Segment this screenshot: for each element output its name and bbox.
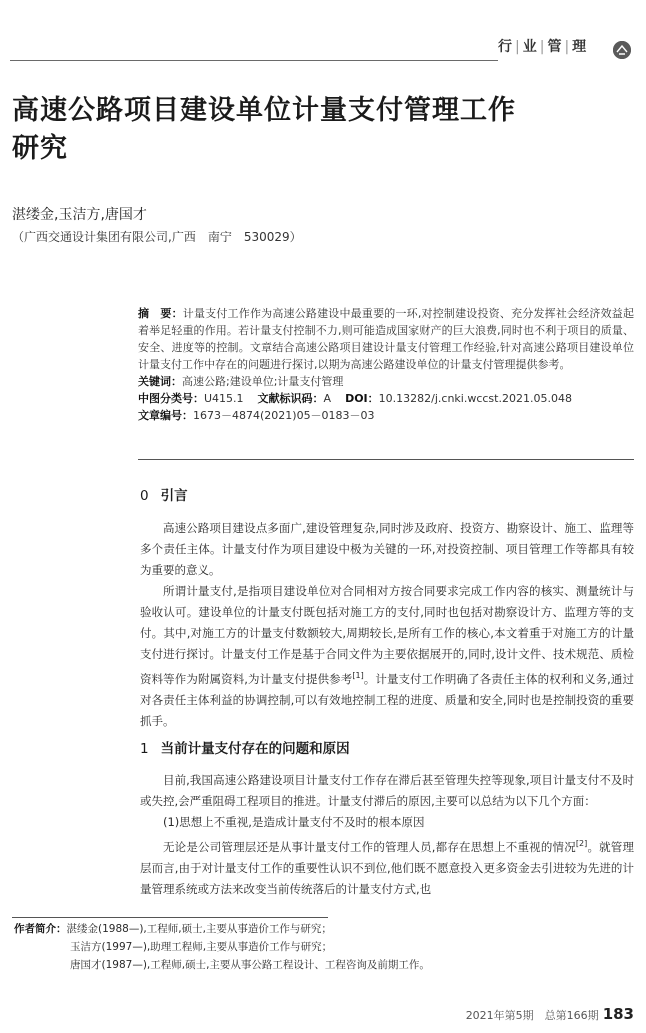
section-label: 行|业|管|理 bbox=[498, 39, 589, 55]
paragraph-text: 无论是公司管理层还是从事计量支付工作的管理人员,都存在思想上不重视的情况 bbox=[163, 839, 576, 854]
footnote-line-1 bbox=[14, 920, 332, 938]
paragraph: (1)思想上不重视,是造成计量支付不及时的根本原因 bbox=[163, 815, 425, 829]
section-heading-1 bbox=[140, 737, 350, 757]
footnote-rule bbox=[12, 917, 328, 918]
footnote-label: 作者简介： bbox=[14, 923, 67, 935]
abstract-text: 计量支付工作作为高速公路建设中最重要的一环,对控制建设投资、充分发挥社会经济效益起着举足轻重的作用。若计量支付控制不力,则可能造成国家财产的巨大浪费,同时也不利于项目的质量、安全、进度等的控制。文章结合高速公路项目建设计量支付管理工作经验,针对高速公路项目建设单位计量支付工作中存在的问题进行探讨,以期为高速公路建设单位的计量支付管理提供参考。 bbox=[138, 307, 635, 371]
doi-value: 10.13282/j.cnki.wccst.2021.05.048 bbox=[378, 392, 572, 405]
section-title: 当前计量支付存在的问题和原因 bbox=[160, 741, 350, 757]
clc-value: U415.1 bbox=[204, 392, 244, 405]
classification-line bbox=[138, 390, 634, 407]
abstract-label: 摘 要： bbox=[138, 307, 183, 320]
section-heading-0 bbox=[140, 484, 188, 504]
citation-ref: [1] bbox=[352, 671, 364, 680]
abstract-block bbox=[138, 305, 634, 424]
title-line-1: 高速公路项目建设单位计量支付管理工作 bbox=[12, 95, 516, 126]
page-footer bbox=[466, 1005, 634, 1023]
paragraph-text: 所谓计量支付,是指项目建设单位对合同相对方按合同要求完成工作内容的核实、测量统计与验收认可。建设单位的计量支付既包括对施工方的支付,同时也包括对勘察设计方、监理方等的支付。其中,对施工方的计量支付数额较大,周期较长,是所有工作的核心,本文着重于对施工方的计量支付进行探讨。计量支付工作是基于合同文件为主要依据展开的,同时,设计文件、技术规范、质检资料等作为附属资料,为计量支付提供参考 bbox=[140, 584, 634, 686]
article-number-label: 文章编号： bbox=[138, 409, 193, 422]
section-title: 引言 bbox=[160, 488, 188, 504]
footnote-line-2: 玉洁方(1997—),助理工程师,主要从事造价工作与研究； bbox=[70, 941, 333, 953]
authors: 湛缕金,玉洁方,唐国才 bbox=[12, 207, 147, 223]
page-number: 183 bbox=[602, 1005, 634, 1023]
doi-label: DOI： bbox=[345, 392, 379, 405]
paragraph: 目前,我国高速公路建设项目计量支付工作存在滞后甚至管理失控等现象,项目计量支付不及时或失控,会严重阻碍工程项目的推进。计量支付滞后的原因,主要可以总结为以下几个方面： bbox=[140, 773, 634, 808]
section-number: 0 bbox=[140, 488, 149, 504]
doc-code-label: 文献标识码： bbox=[257, 392, 324, 405]
citation-ref: [2] bbox=[575, 839, 588, 848]
article-number-value: 1673－4874(2021)05－0183－03 bbox=[193, 409, 375, 422]
keywords-label: 关键词： bbox=[138, 375, 182, 388]
affiliation: （广西交通设计集团有限公司,广西 南宁 530029） bbox=[12, 230, 302, 244]
section-0-body bbox=[140, 518, 634, 732]
abstract-rule bbox=[138, 459, 634, 460]
paragraph: 高速公路项目建设点多面广,建设管理复杂,同时涉及政府、投资方、勘察设计、施工、监理等多个责任主体。计量支付作为项目建设中极为关键的一环,对投资控制、项目管理工作等都具有较为重要的意义。 bbox=[140, 521, 634, 577]
section-number: 1 bbox=[140, 741, 149, 757]
paragraph-text: 。就管理层而言,由于对计量支付工作的重要性认识不到位,他们既不愿意投入更多资金去引进较为先进的计量管理系统或方法来改变当前传统落后的计量支付方式,也 bbox=[140, 839, 634, 896]
abstract bbox=[138, 305, 634, 373]
footnote-text: 湛缕金(1988—),工程师,硕士,主要从事造价工作与研究； bbox=[66, 923, 332, 935]
paragraph-text: 。计量支付工作明确了各责任主体的权利和义务,通过对各责任主体利益的协调控制,可以有效地控制工程的进度、质量和安全,同时也是控制投资的重要抓手。 bbox=[140, 671, 635, 728]
section-1-body bbox=[140, 770, 634, 900]
footnote-line-3: 唐国才(1987—),工程师,硕士,主要从事公路工程设计、工程咨询及前期工作。 bbox=[70, 959, 430, 971]
issue-info: 2021年第5期 总第166期 bbox=[465, 1009, 599, 1022]
article-title bbox=[12, 92, 612, 168]
header-rule bbox=[10, 60, 498, 61]
title-line-2: 研究 bbox=[12, 133, 68, 164]
section-char-2: 业 bbox=[522, 39, 539, 55]
section-char-1: 行 bbox=[498, 39, 514, 55]
section-char-4: 理 bbox=[572, 39, 589, 55]
keywords-text: 高速公路;建设单位;计量支付管理 bbox=[182, 375, 344, 388]
paragraph bbox=[140, 581, 634, 732]
paragraph bbox=[140, 833, 634, 900]
journal-logo-icon bbox=[613, 41, 631, 59]
clc-label: 中图分类号： bbox=[138, 392, 204, 405]
doc-code-value: A bbox=[323, 392, 332, 405]
keywords bbox=[138, 373, 634, 390]
article-number-line bbox=[138, 407, 634, 424]
section-char-3: 管 bbox=[547, 39, 564, 55]
